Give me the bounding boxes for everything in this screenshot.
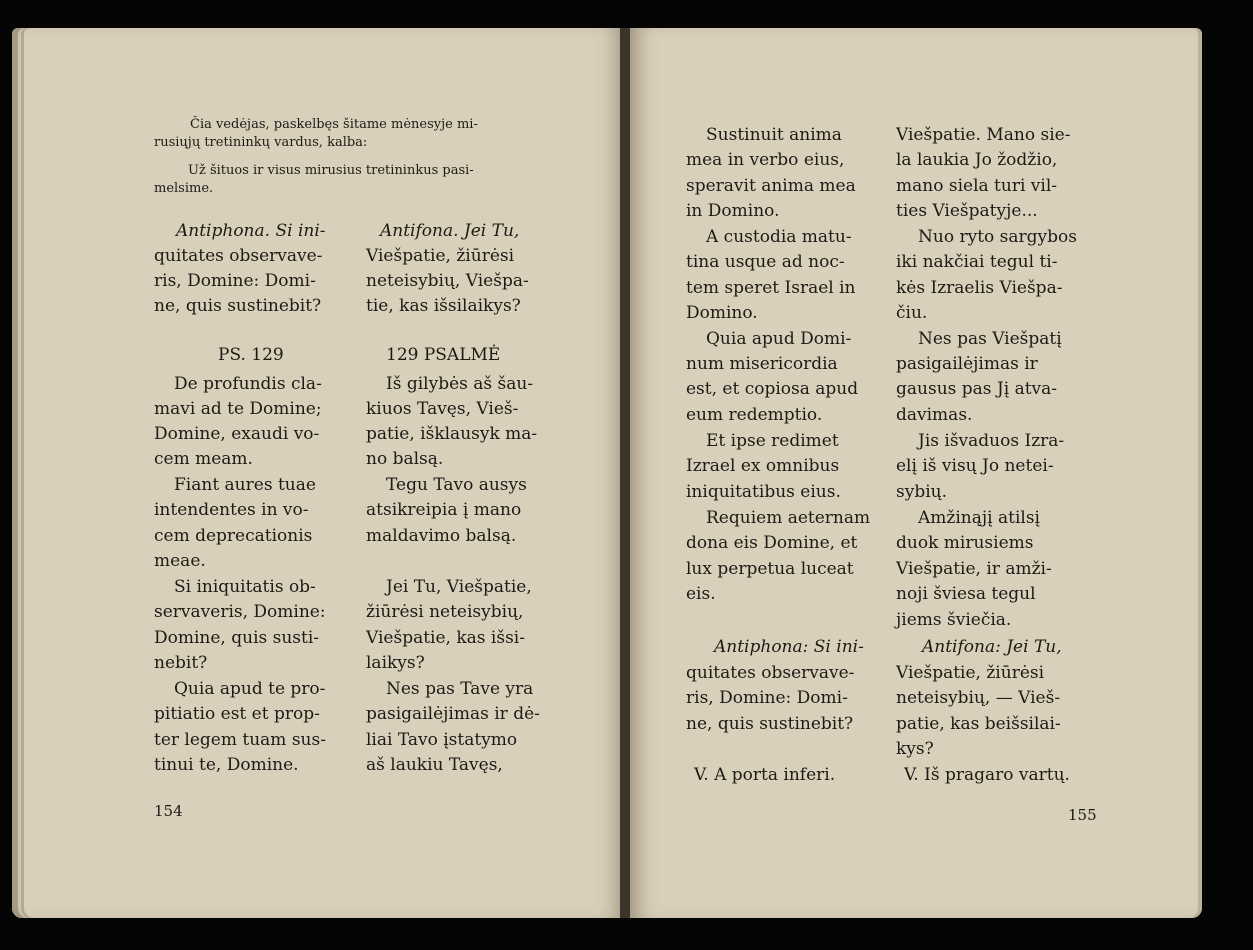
text-line: Quia apud Domi- bbox=[706, 329, 852, 349]
text-line: kys? bbox=[896, 739, 934, 759]
text-line: no balsą. bbox=[366, 449, 444, 469]
text-line: mano siela turi vil- bbox=[896, 176, 1058, 196]
text-line: iki nakčiai tegul ti- bbox=[896, 252, 1058, 272]
text-line: noji šviesa tegul bbox=[896, 584, 1036, 604]
text-line: Sustinuit anima bbox=[706, 125, 842, 145]
antiphon-label: Antifona. Jei Tu, bbox=[380, 221, 520, 241]
text-line: patie, išklausyk ma- bbox=[366, 424, 538, 444]
text-line: la laukia Jo žodžio, bbox=[896, 150, 1058, 170]
right-page bbox=[630, 28, 1202, 918]
antiphon-label: Antiphona: Si ini- bbox=[714, 637, 864, 657]
versicle: V. A porta inferi. bbox=[694, 765, 836, 785]
text-line: ris, Domine: Domi- bbox=[154, 271, 316, 291]
antiphon-label: Antifona: Jei Tu, bbox=[922, 637, 1062, 657]
text-line: est, et copiosa apud bbox=[686, 379, 859, 399]
text-line: Domine, quis susti- bbox=[154, 628, 320, 648]
text-line: Iš gilybės aš šau- bbox=[386, 374, 534, 394]
text-line: maldavimo balsą. bbox=[366, 526, 517, 546]
text-line: tie, kas išsilaikys? bbox=[366, 296, 521, 316]
text-line: laikys? bbox=[366, 653, 425, 673]
psalm-heading: PS. 129 bbox=[218, 345, 284, 365]
text-line: servaveris, Domine: bbox=[154, 602, 326, 622]
text-line: pasigailėjimas ir bbox=[896, 354, 1038, 374]
text-line: žiūrėsi neteisybių, bbox=[366, 602, 524, 622]
text-line: in Domino. bbox=[686, 201, 780, 221]
text-line: Jei Tu, Viešpatie, bbox=[386, 577, 532, 597]
open-book bbox=[12, 28, 1202, 918]
text-line: Viešpatie, žiūrėsi bbox=[896, 663, 1045, 683]
intro-line: rusiųjų tretininkų vardus, kalba: bbox=[154, 135, 368, 150]
text-line: tina usque ad noc- bbox=[686, 252, 845, 272]
text-line: Izrael ex omnibus bbox=[686, 456, 840, 476]
text-line: neteisybių, Viešpa- bbox=[366, 271, 529, 291]
text-line: nebit? bbox=[154, 653, 208, 673]
text-line: A custodia matu- bbox=[706, 227, 852, 247]
text-line: lux perpetua luceat bbox=[686, 559, 854, 579]
text-line: kės Izraelis Viešpa- bbox=[896, 278, 1063, 298]
text-line: patie, kas beišsilai- bbox=[896, 714, 1061, 734]
text-line: dona eis Domine, et bbox=[686, 533, 858, 553]
left-page bbox=[12, 28, 624, 918]
text-line: iniquitatibus eius. bbox=[686, 482, 841, 502]
text-line: Quia apud te pro- bbox=[174, 679, 326, 699]
text-line: cem deprecationis bbox=[154, 526, 313, 546]
text-line: ne, quis sustinebit? bbox=[154, 296, 322, 316]
text-line: quitates observave- bbox=[154, 246, 323, 266]
text-line: čiu. bbox=[896, 303, 928, 323]
text-line: Tegu Tavo ausys bbox=[386, 475, 527, 495]
text-line: Viešpatie, ir amži- bbox=[896, 559, 1052, 579]
text-line: tinui te, Domine. bbox=[154, 755, 299, 775]
antiphon-label: Antiphona. Si ini- bbox=[176, 221, 326, 241]
text-line: ne, quis sustinebit? bbox=[686, 714, 854, 734]
intro-line: melsime. bbox=[154, 181, 214, 196]
text-line: aš laukiu Tavęs, bbox=[366, 755, 503, 775]
text-line: ris, Domine: Domi- bbox=[686, 688, 848, 708]
text-line: Viešpatie, žiūrėsi bbox=[366, 246, 515, 266]
text-line: quitates observave- bbox=[686, 663, 855, 683]
text-line: mea in verbo eius, bbox=[686, 150, 845, 170]
text-line: kiuos Tavęs, Vieš- bbox=[366, 399, 519, 419]
text-line: davimas. bbox=[896, 405, 973, 425]
text-line: duok mirusiems bbox=[896, 533, 1034, 553]
versicle: V. Iš pragaro vartų. bbox=[904, 765, 1070, 785]
page-number: 154 bbox=[154, 802, 183, 820]
text-line: Viešpatie, kas išsi- bbox=[366, 628, 525, 648]
text-line: Nuo ryto sargybos bbox=[918, 227, 1077, 247]
text-line: atsikreipia į mano bbox=[366, 500, 522, 520]
text-line: pasigailėjimas ir dė- bbox=[366, 704, 540, 724]
text-line: cem meam. bbox=[154, 449, 253, 469]
text-line: mavi ad te Domine; bbox=[154, 399, 322, 419]
text-line: pitiatio est et prop- bbox=[154, 704, 320, 724]
text-line: sybių. bbox=[896, 482, 947, 502]
text-line: meae. bbox=[154, 551, 206, 571]
text-line: Fiant aures tuae bbox=[174, 475, 316, 495]
text-line: gausus pas Jį atva- bbox=[896, 379, 1058, 399]
text-line: ter legem tuam sus- bbox=[154, 730, 326, 750]
text-line: Et ipse redimet bbox=[706, 431, 839, 451]
text-line: Si iniquitatis ob- bbox=[174, 577, 316, 597]
intro-line: Už šituos ir visus mirusius tretininkus pasi- bbox=[188, 163, 474, 178]
text-line: Nes pas Viešpatį bbox=[918, 329, 1062, 349]
text-line: De profundis cla- bbox=[174, 374, 322, 394]
text-line: elį iš visų Jo netei- bbox=[896, 456, 1054, 476]
text-line: ties Viešpatyje... bbox=[896, 201, 1038, 221]
text-line: speravit anima mea bbox=[686, 176, 856, 196]
text-line: Jis išvaduos Izra- bbox=[918, 431, 1065, 451]
page-number: 155 bbox=[1068, 806, 1097, 824]
text-line: eis. bbox=[686, 584, 716, 604]
text-line: neteisybių, — Vieš- bbox=[896, 688, 1061, 708]
text-line: eum redemptio. bbox=[686, 405, 823, 425]
text-line: num misericordia bbox=[686, 354, 838, 374]
text-line: Viešpatie. Mano sie- bbox=[896, 125, 1071, 145]
psalm-heading: 129 PSALMĖ bbox=[386, 345, 501, 365]
intro-line: Čia vedėjas, paskelbęs šitame mėnesyje mi- bbox=[190, 117, 478, 132]
text-line: tem speret Israel in bbox=[686, 278, 856, 298]
text-line: Amžinąjį atilsį bbox=[918, 508, 1040, 528]
text-line: Requiem aeternam bbox=[706, 508, 871, 528]
text-line: intendentes in vo- bbox=[154, 500, 309, 520]
text-line: Nes pas Tave yra bbox=[386, 679, 534, 699]
text-line: Domino. bbox=[686, 303, 758, 323]
text-line: Domine, exaudi vo- bbox=[154, 424, 320, 444]
text-line: liai Tavo įstatymo bbox=[366, 730, 518, 750]
text-line: jiems šviečia. bbox=[896, 610, 1012, 630]
